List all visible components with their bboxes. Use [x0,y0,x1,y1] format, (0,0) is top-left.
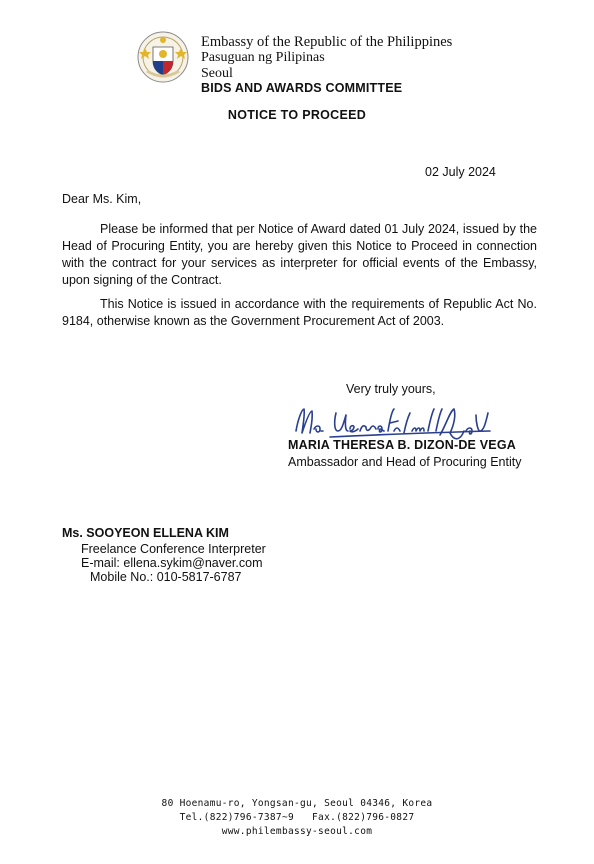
recipient-name: Ms. SOOYEON ELLENA KIM [62,526,229,540]
letterhead-committee: BIDS AND AWARDS COMMITTEE [201,81,403,95]
footer-phone: Tel.(822)796-7387~9 Fax.(822)796-0827 [179,812,415,823]
closing: Very truly yours, [346,382,436,396]
footer-address: 80 Hoenamu-ro, Yongsan-gu, Seoul 04346, Korea [161,798,433,809]
letterhead-embassy-name: Embassy of the Republic of the Philippines [201,34,453,50]
body-paragraph: Please be informed that per Notice of Award dated 01 July 2024, issued by the Head of Procuring Entity, you are hereby given this Notice to Proceed in connection with the contract for your services as interpreter for official events of the Embassy, upon signing of the Contract. [62,222,537,287]
recipient-role: Freelance Conference Interpreter [81,542,266,556]
letterhead-filipino-name: Pasuguan ng Pilipinas [201,50,325,65]
body-paragraph: This Notice is issued in accordance with the requirements of Republic Act No. 9184, otherwise known as the Government Procurement Act of 2003. [62,297,537,328]
signer-name: MARIA THERESA B. DIZON-DE VEGA [288,438,516,452]
salutation: Dear Ms. Kim, [62,192,142,206]
philippine-seal-icon [137,31,189,83]
footer-website[interactable]: www.philembassy-seoul.com [221,826,373,837]
document-title: NOTICE TO PROCEED [227,108,367,122]
recipient-email: E-mail: ellena.sykim@naver.com [81,556,263,570]
recipient-mobile: Mobile No.: 010-5817-6787 [90,570,242,584]
letter-date: 02 July 2024 [425,165,496,179]
signer-title: Ambassador and Head of Procuring Entity [288,455,522,469]
letterhead-city: Seoul [201,66,233,81]
